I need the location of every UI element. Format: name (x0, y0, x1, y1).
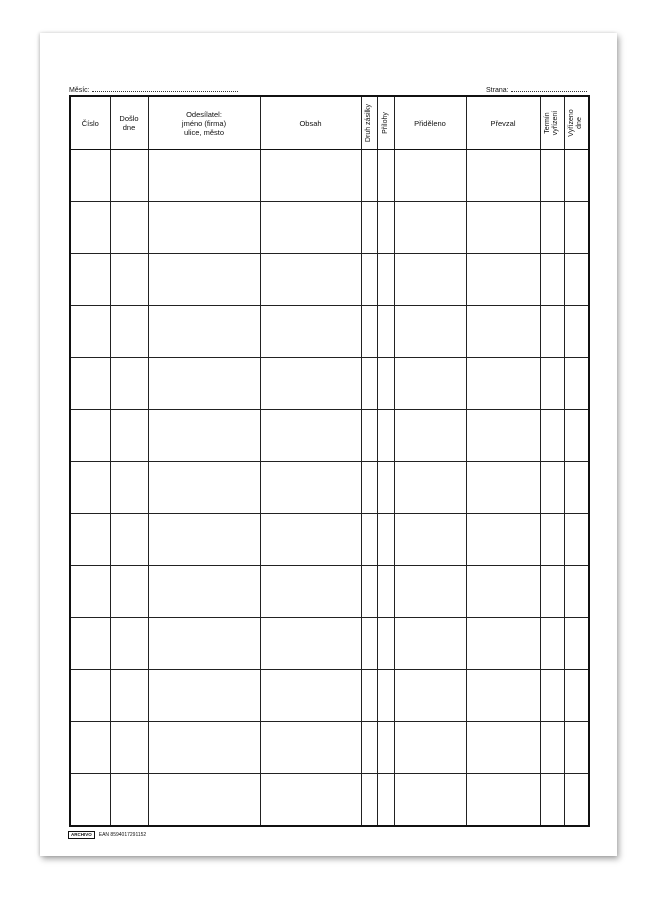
empty-cell (564, 150, 589, 202)
empty-cell (466, 150, 540, 202)
table-row (70, 254, 589, 306)
empty-cell (110, 462, 148, 514)
empty-cell (564, 254, 589, 306)
empty-cell (110, 358, 148, 410)
empty-cell (148, 202, 260, 254)
empty-cell (260, 722, 361, 774)
empty-cell (540, 566, 564, 618)
empty-cell (70, 774, 110, 827)
empty-cell (394, 462, 466, 514)
empty-cell (361, 722, 377, 774)
empty-cell (564, 774, 589, 827)
empty-cell (260, 670, 361, 722)
table-row (70, 410, 589, 462)
empty-cell (260, 410, 361, 462)
empty-cell (394, 202, 466, 254)
empty-cell (70, 358, 110, 410)
empty-cell (540, 670, 564, 722)
empty-cell (110, 618, 148, 670)
col-prideleno (394, 96, 466, 150)
table-row (70, 514, 589, 566)
empty-cell (466, 618, 540, 670)
empty-cell (394, 566, 466, 618)
empty-cell (110, 306, 148, 358)
empty-cell (148, 722, 260, 774)
empty-cell (361, 514, 377, 566)
table-row (70, 722, 589, 774)
empty-cell (70, 618, 110, 670)
empty-cell (540, 722, 564, 774)
month-field (69, 85, 238, 94)
table-row (70, 566, 589, 618)
empty-cell (540, 618, 564, 670)
empty-cell (260, 618, 361, 670)
empty-cell (564, 410, 589, 462)
col-druh-zasilky (361, 96, 377, 150)
empty-cell (540, 462, 564, 514)
empty-cell (260, 254, 361, 306)
empty-cell (260, 566, 361, 618)
empty-cell (361, 306, 377, 358)
empty-cell (377, 306, 394, 358)
empty-cell (564, 514, 589, 566)
empty-cell (377, 618, 394, 670)
table-row (70, 150, 589, 202)
empty-cell (110, 774, 148, 827)
empty-cell (110, 514, 148, 566)
empty-cell (110, 202, 148, 254)
col-prevzal (466, 96, 540, 150)
empty-cell (260, 150, 361, 202)
table-row (70, 202, 589, 254)
register-body (70, 150, 589, 827)
col-obsah-label: Obsah (299, 118, 322, 128)
empty-cell (466, 670, 540, 722)
empty-cell (260, 202, 361, 254)
empty-cell (377, 358, 394, 410)
empty-cell (377, 514, 394, 566)
empty-cell (540, 410, 564, 462)
empty-cell (394, 150, 466, 202)
empty-cell (70, 514, 110, 566)
empty-cell (110, 670, 148, 722)
empty-cell (394, 358, 466, 410)
table-row (70, 306, 589, 358)
col-vyrizeno-dne (564, 96, 589, 150)
empty-cell (394, 670, 466, 722)
empty-cell (377, 150, 394, 202)
empty-cell (466, 566, 540, 618)
col-odesilatel-label-1: Odesílatel: (186, 109, 222, 119)
col-vyrizeno-label-1: Vyřízeno (568, 109, 576, 137)
col-doslo-dne (110, 96, 148, 150)
empty-cell (148, 306, 260, 358)
page-label: Strana: (486, 87, 509, 94)
empty-cell (394, 722, 466, 774)
empty-cell (540, 514, 564, 566)
empty-cell (110, 566, 148, 618)
empty-cell (260, 462, 361, 514)
col-doslo-label-1: Došlo (119, 114, 139, 123)
empty-cell (394, 618, 466, 670)
empty-cell (377, 566, 394, 618)
empty-cell (70, 202, 110, 254)
page-dotted-line (511, 85, 587, 92)
empty-cell (70, 306, 110, 358)
empty-cell (70, 410, 110, 462)
col-odesilatel-label-3: ulice, město (183, 127, 225, 137)
empty-cell (361, 774, 377, 827)
col-vyrizeno-label (568, 109, 584, 136)
empty-cell (377, 722, 394, 774)
col-vyrizeno-label-2: dne (576, 117, 584, 129)
empty-cell (466, 514, 540, 566)
empty-cell (394, 774, 466, 827)
empty-cell (148, 358, 260, 410)
col-druh-zasilky-label: Druh zásilky (365, 103, 372, 143)
empty-cell (361, 358, 377, 410)
empty-cell (70, 462, 110, 514)
empty-cell (148, 514, 260, 566)
empty-cell (70, 254, 110, 306)
col-termin-label (544, 111, 560, 136)
table-row (70, 462, 589, 514)
empty-cell (148, 670, 260, 722)
empty-cell (564, 670, 589, 722)
col-doslo-label-2: dne (122, 123, 136, 132)
empty-cell (361, 566, 377, 618)
empty-cell (148, 462, 260, 514)
empty-cell (466, 202, 540, 254)
empty-cell (361, 150, 377, 202)
empty-cell (377, 410, 394, 462)
empty-cell (377, 462, 394, 514)
empty-cell (564, 358, 589, 410)
empty-cell (361, 202, 377, 254)
col-termin-label-2: vyřízení (552, 110, 559, 136)
empty-cell (540, 306, 564, 358)
empty-cell (564, 566, 589, 618)
empty-cell (110, 410, 148, 462)
empty-cell (564, 618, 589, 670)
empty-cell (361, 618, 377, 670)
mail-register-table (69, 95, 590, 827)
empty-cell (394, 254, 466, 306)
empty-cell (540, 150, 564, 202)
empty-cell (540, 202, 564, 254)
empty-cell (70, 722, 110, 774)
empty-cell (361, 254, 377, 306)
header-row (70, 96, 589, 150)
empty-cell (148, 254, 260, 306)
empty-cell (110, 722, 148, 774)
empty-cell (394, 514, 466, 566)
table-row (70, 670, 589, 722)
col-cislo-label: Číslo (81, 118, 99, 128)
col-prilohy (377, 96, 394, 150)
table-row (70, 618, 589, 670)
empty-cell (260, 774, 361, 827)
empty-cell (564, 202, 589, 254)
col-prevzal-label: Převzal (490, 118, 516, 128)
empty-cell (148, 618, 260, 670)
empty-cell (148, 150, 260, 202)
empty-cell (540, 774, 564, 827)
empty-cell (377, 254, 394, 306)
empty-cell (110, 254, 148, 306)
empty-cell (260, 514, 361, 566)
col-odesilatel-label-2: jméno (firma) (181, 118, 227, 128)
col-termin-label-1: Termín (544, 112, 551, 134)
empty-cell (377, 670, 394, 722)
month-dotted-line (92, 85, 238, 92)
col-odesilatel (148, 96, 260, 150)
empty-cell (361, 670, 377, 722)
empty-cell (466, 306, 540, 358)
empty-cell (564, 306, 589, 358)
form-sheet (40, 33, 617, 856)
col-obsah (260, 96, 361, 150)
empty-cell (70, 150, 110, 202)
empty-cell (70, 566, 110, 618)
empty-cell (377, 202, 394, 254)
empty-cell (70, 670, 110, 722)
empty-cell (466, 410, 540, 462)
empty-cell (564, 722, 589, 774)
empty-cell (466, 358, 540, 410)
empty-cell (540, 254, 564, 306)
page-field (486, 85, 587, 94)
col-prilohy-label: Přílohy (381, 112, 389, 134)
footer (68, 831, 146, 839)
empty-cell (260, 306, 361, 358)
empty-cell (148, 566, 260, 618)
empty-cell (377, 774, 394, 827)
empty-cell (361, 462, 377, 514)
table-row (70, 358, 589, 410)
empty-cell (466, 722, 540, 774)
empty-cell (394, 410, 466, 462)
empty-cell (540, 358, 564, 410)
empty-cell (466, 462, 540, 514)
table-row (70, 774, 589, 827)
ean-code: EAN 8594017291152 (98, 832, 147, 838)
empty-cell (361, 410, 377, 462)
empty-cell (466, 254, 540, 306)
col-prideleno-label: Přiděleno (414, 118, 446, 128)
empty-cell (148, 774, 260, 827)
month-label: Měsíc: (69, 87, 90, 94)
empty-cell (110, 150, 148, 202)
empty-cell (466, 774, 540, 827)
col-cislo (70, 96, 110, 150)
empty-cell (564, 462, 589, 514)
publisher-logo: ARCHIVO (68, 831, 95, 839)
empty-cell (260, 358, 361, 410)
empty-cell (148, 410, 260, 462)
col-termin-vyrizeni (540, 96, 564, 150)
empty-cell (394, 306, 466, 358)
